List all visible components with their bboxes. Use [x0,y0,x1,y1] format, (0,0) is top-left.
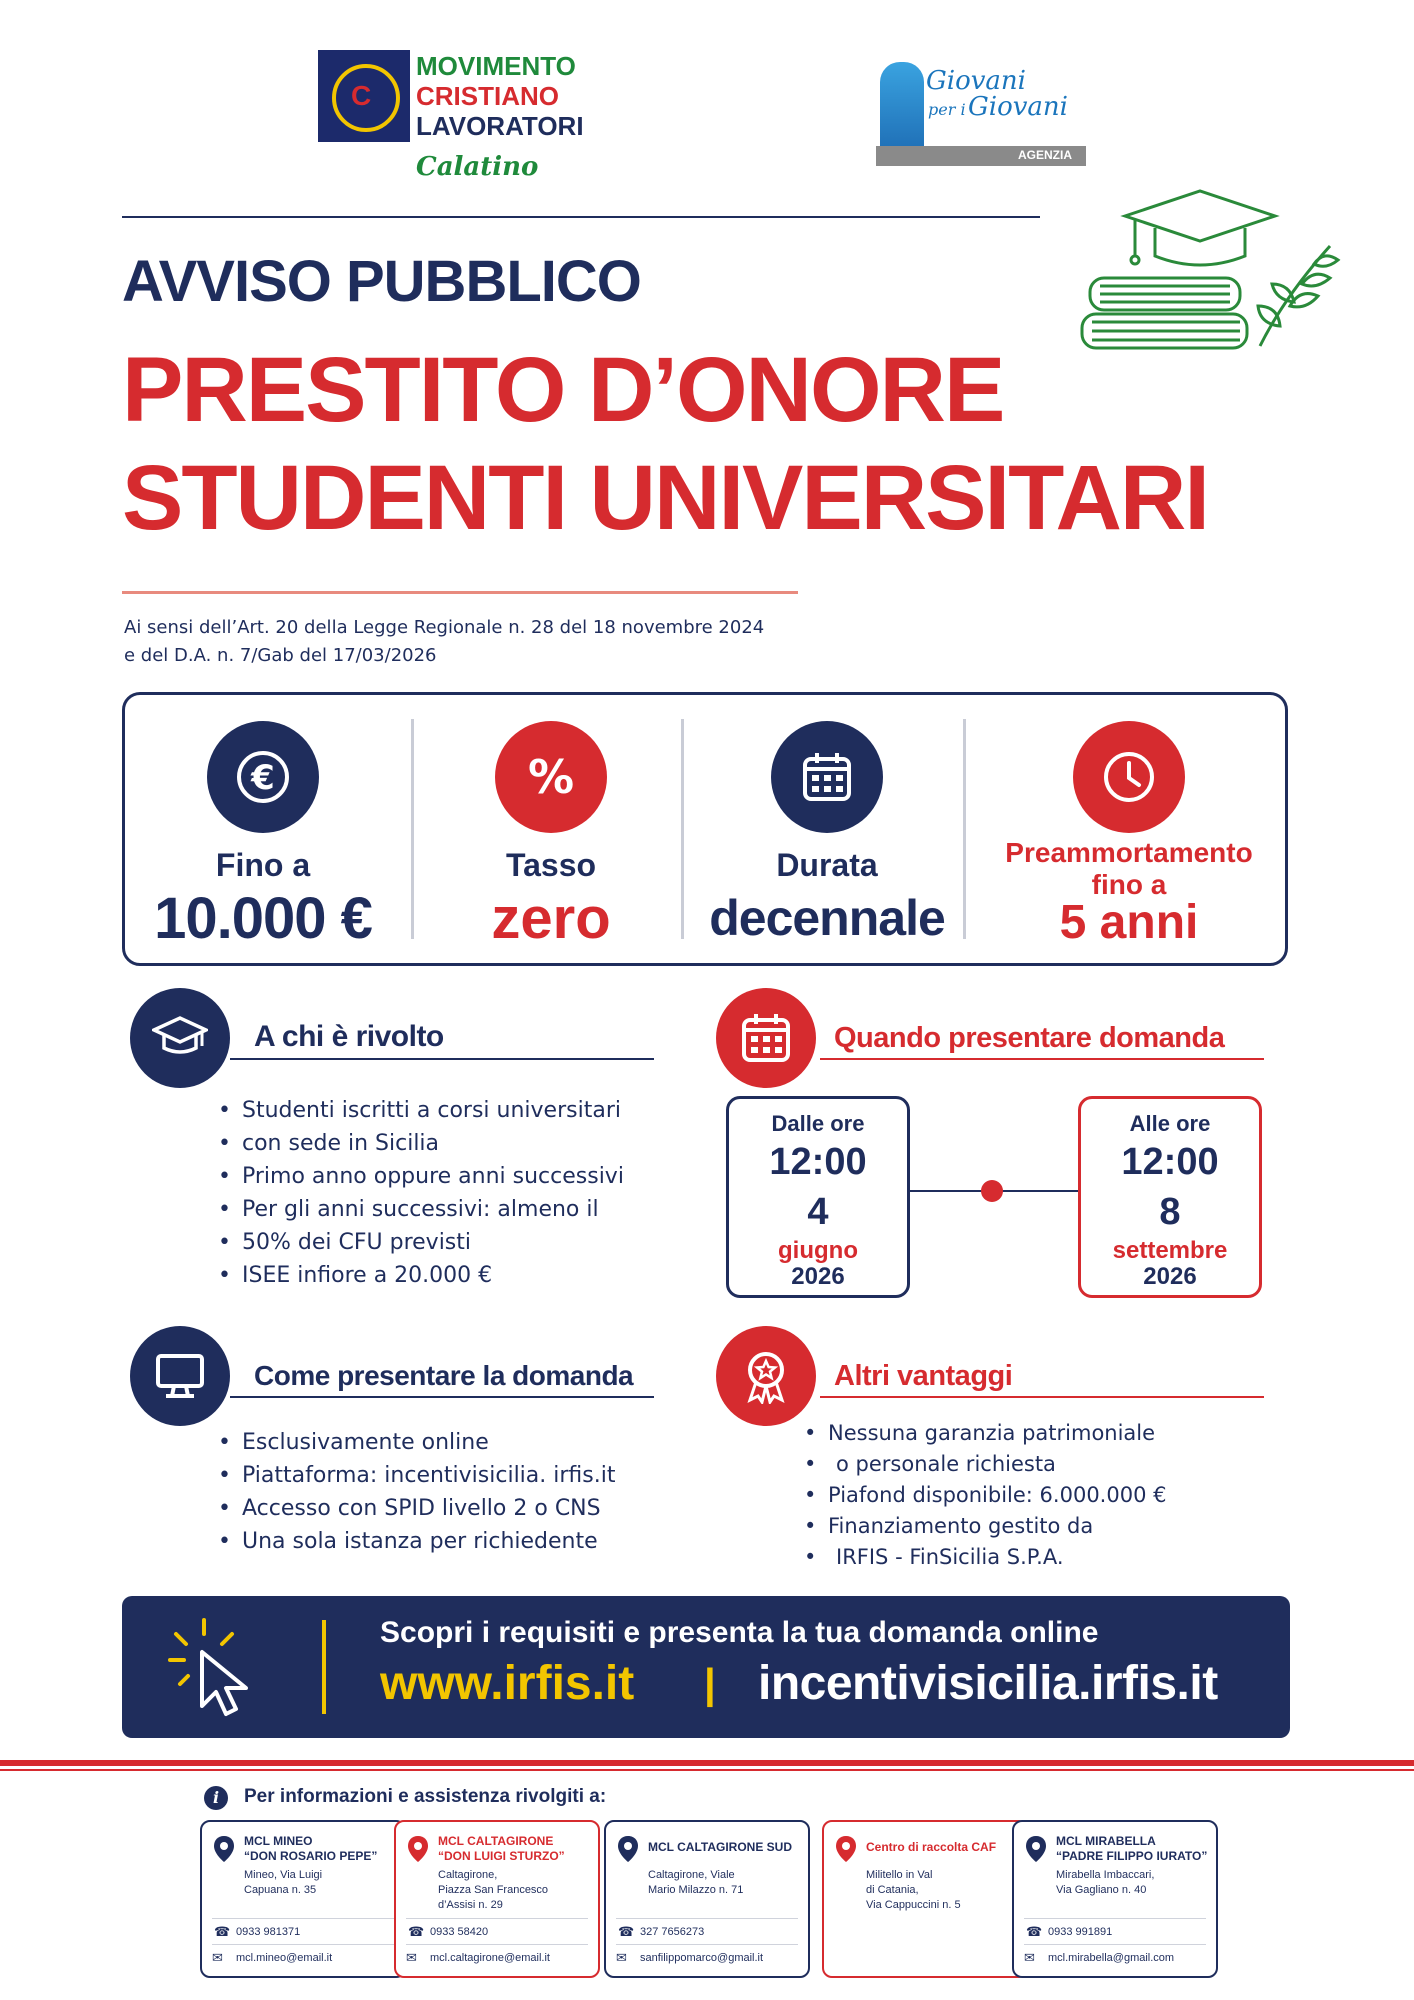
advantages-underline [820,1396,1264,1398]
end-month: settembre [1112,1237,1228,1264]
legal-line1: Ai sensi dell’Art. 20 della Legge Regionale n. 28 del 18 novembre 2024 [124,617,765,638]
who-list [218,1094,624,1292]
contact-phone[interactable]: 0933 981371 [236,1926,301,1938]
svg-text:€: € [251,758,275,798]
phone-icon: ☎ [214,1924,231,1939]
mcl-name-line3: LAVORATORI [416,111,584,141]
start-date-box [726,1096,910,1298]
end-label: Alle ore [1129,1111,1211,1136]
contact-phone[interactable]: 0933 58420 [430,1926,489,1938]
end-time: 12:00 [1121,1141,1219,1183]
location-pin-icon [212,1834,236,1864]
when-underline [820,1058,1264,1060]
end-year: 2026 [1143,1263,1197,1290]
contact-email[interactable]: mcl.caltagirone@email.it [430,1952,550,1964]
how-title: Come presentare la domanda [254,1360,634,1391]
email-icon: ✉ [406,1950,417,1965]
email-icon: ✉ [1024,1950,1035,1965]
feature-amount-value: 10.000 € [154,886,372,951]
feature-rate-value: zero [491,886,611,951]
feature-duration-label: Durata [776,847,878,883]
contact-email[interactable]: mcl.mirabella@gmail.com [1048,1952,1175,1964]
who-title: A chi è rivolto [254,1020,444,1053]
list-item: • Accesso con SPID livello 2 o CNS [218,1492,615,1525]
timeline-dot [981,1180,1003,1202]
contact-card-caltagirone-sud [604,1820,810,1978]
gpg-word3: Giovani [968,92,1068,122]
list-item: • Primo anno oppure anni successivi [218,1160,624,1193]
cta-banner [122,1596,1290,1738]
phone-icon: ☎ [618,1924,635,1939]
start-label: Dalle ore [771,1111,865,1136]
list-item: • Per gli anni successivi: almeno il [218,1193,624,1226]
feature-grace-label: Preammortamento [1005,837,1253,868]
legal-line2: e del D.A. n. 7/Gab del 17/03/2026 [124,645,437,666]
feature-grace-value: 5 anni [1059,896,1199,949]
clock-icon [1073,721,1185,833]
list-item-continuation: 50% dei CFU previsti [242,1230,472,1255]
when-title: Quando presentare domanda [834,1022,1225,1054]
gpg-word2: per i [928,100,966,119]
list-item: • Esclusivamente online [218,1426,615,1459]
list-item: • Piafond disponibile: 6.000.000 € [804,1480,1166,1511]
mcl-logo [318,50,608,190]
euro-icon [207,721,319,833]
list-item: • Una sola istanza per richiedente [218,1525,615,1558]
contact-address: Mirabella Imbaccari, Via Gagliano n. 40 [1056,1869,1155,1896]
contact-address: Caltagirone, Piazza San Francesco d’Assisi n. 29 [438,1869,549,1911]
feature-duration [691,695,963,963]
info-heading: Per informazioni e assistenza rivolgiti a: [244,1786,607,1807]
list-item [218,1127,624,1160]
contact-name: MCL CALTAGIRONE SUD [648,1840,792,1854]
gpg-agency-label: AGENZIA [1018,148,1072,162]
cta-link-irfis[interactable]: www.irfis.it [380,1657,635,1710]
phone-icon: ☎ [1026,1924,1043,1939]
email-icon: ✉ [616,1950,627,1965]
advantages-list [804,1418,1166,1573]
click-cursor-icon [166,1616,266,1720]
start-time: 12:00 [769,1141,867,1183]
graduation-cap-books-icon [1080,186,1350,366]
contact-email[interactable]: sanfilippomarco@gmail.it [640,1952,764,1964]
footer-red-rule-thin [0,1769,1414,1771]
contact-card-caltagirone [394,1820,600,1978]
feature-duration-value: decennale [709,890,945,946]
svg-text:%: % [527,750,575,804]
contact-name: MCL MIRABELLA “PADRE FILIPPO IURATO” [1056,1834,1208,1863]
list-item: • Nessuna garanzia patrimoniale [804,1418,1166,1449]
location-pin-icon [406,1834,430,1864]
start-month: giugno [778,1237,858,1264]
calendar-icon [771,721,883,833]
legal-reference [124,614,764,670]
graduation-cap-icon [130,988,230,1088]
monitor-icon [130,1326,230,1426]
how-underline [230,1396,654,1398]
calendar-icon [716,988,816,1088]
list-item: • ISEE infiore a 20.000 € [218,1259,624,1292]
list-item [218,1226,624,1259]
cta-link-incentivisicilia[interactable]: incentivisicilia.irfis.it [758,1657,1218,1710]
email-icon: ✉ [212,1950,223,1965]
feature-rate-label: Tasso [505,847,597,883]
title-divider [122,591,798,594]
list-item: • Finanziamento gestito da [804,1511,1166,1542]
location-pin-icon [616,1834,640,1864]
advantages-title: Altri vantaggi [834,1360,1013,1392]
location-pin-icon [1024,1834,1048,1864]
features-panel [122,692,1288,966]
contact-name: Centro di raccolta CAF [866,1840,997,1854]
contact-phone[interactable]: 0933 991891 [1048,1926,1113,1938]
contact-phone[interactable]: 327 7656273 [640,1926,705,1938]
end-day: 8 [1159,1191,1181,1233]
header-divider [122,216,1040,218]
list-item: • Studenti iscritti a corsi universitari [218,1094,624,1127]
how-list [218,1426,615,1558]
feature-separator [411,719,414,939]
award-badge-icon [716,1326,816,1426]
end-date-box [1078,1096,1262,1298]
gpg-logo [876,62,1086,170]
cta-link-separator: | [704,1660,716,1707]
mcl-subtitle: Calatino [416,152,539,182]
who-underline [230,1058,654,1060]
gpg-word1: Giovani [926,66,1026,96]
phone-icon: ☎ [408,1924,425,1939]
title-line2: STUDENTI UNIVERSITARI [122,447,1208,549]
location-pin-icon [834,1834,858,1864]
contact-address: Mineo, Via Luigi Capuana n. 35 [244,1869,323,1896]
start-year: 2026 [791,1263,845,1290]
cta-heading: Scopri i requisiti e presenta la tua domanda online [380,1616,1099,1649]
feature-grace-label2: fino a [1091,869,1167,900]
people-silhouette-icon [880,62,924,158]
contact-card-mineo [200,1820,406,1978]
percent-icon [495,721,607,833]
mcl-emblem-icon: C [318,50,410,142]
gpg-agency-bar [876,146,1086,166]
mcl-name-line1: MOVIMENTO [416,51,576,81]
list-item [804,1542,1166,1573]
contact-card-mirabella [1012,1820,1218,1978]
title-line1: PRESTITO D’ONORE [122,339,1004,441]
feature-amount-label: Fino a [215,847,311,883]
contact-card-caf [822,1820,1028,1978]
list-item: • Piattaforma: incentivisicilia. irfis.it [218,1459,615,1492]
list-item [804,1449,1166,1480]
contact-email[interactable]: mcl.mineo@email.it [236,1952,333,1964]
list-item-continuation: o personale richiesta [836,1452,1056,1476]
notice-label: AVVISO PUBBLICO [122,249,641,314]
feature-rate [421,695,681,963]
contact-address: Caltagirone, Viale Mario Milazzo n. 71 [648,1869,744,1896]
contact-name: MCL CALTAGIRONE “DON LUIGI STURZO” [438,1834,565,1863]
list-item-continuation: con sede in Sicilia [242,1131,440,1156]
list-item-continuation: IRFIS - FinSicilia S.P.A. [836,1545,1064,1569]
start-day: 4 [807,1191,829,1233]
feature-grace-period [973,695,1285,963]
mcl-name-line2: CRISTIANO [416,81,559,111]
contact-name: MCL MINEO “DON ROSARIO PEPE” [244,1834,378,1863]
feature-amount [125,695,401,963]
cta-divider-bar [322,1620,326,1714]
feature-separator [681,719,684,939]
contact-address: Militello in Val di Catania, Via Cappuccini n. 5 [866,1869,961,1911]
feature-separator [963,719,966,939]
footer-red-rule [0,1760,1414,1766]
info-icon: i [204,1786,228,1810]
